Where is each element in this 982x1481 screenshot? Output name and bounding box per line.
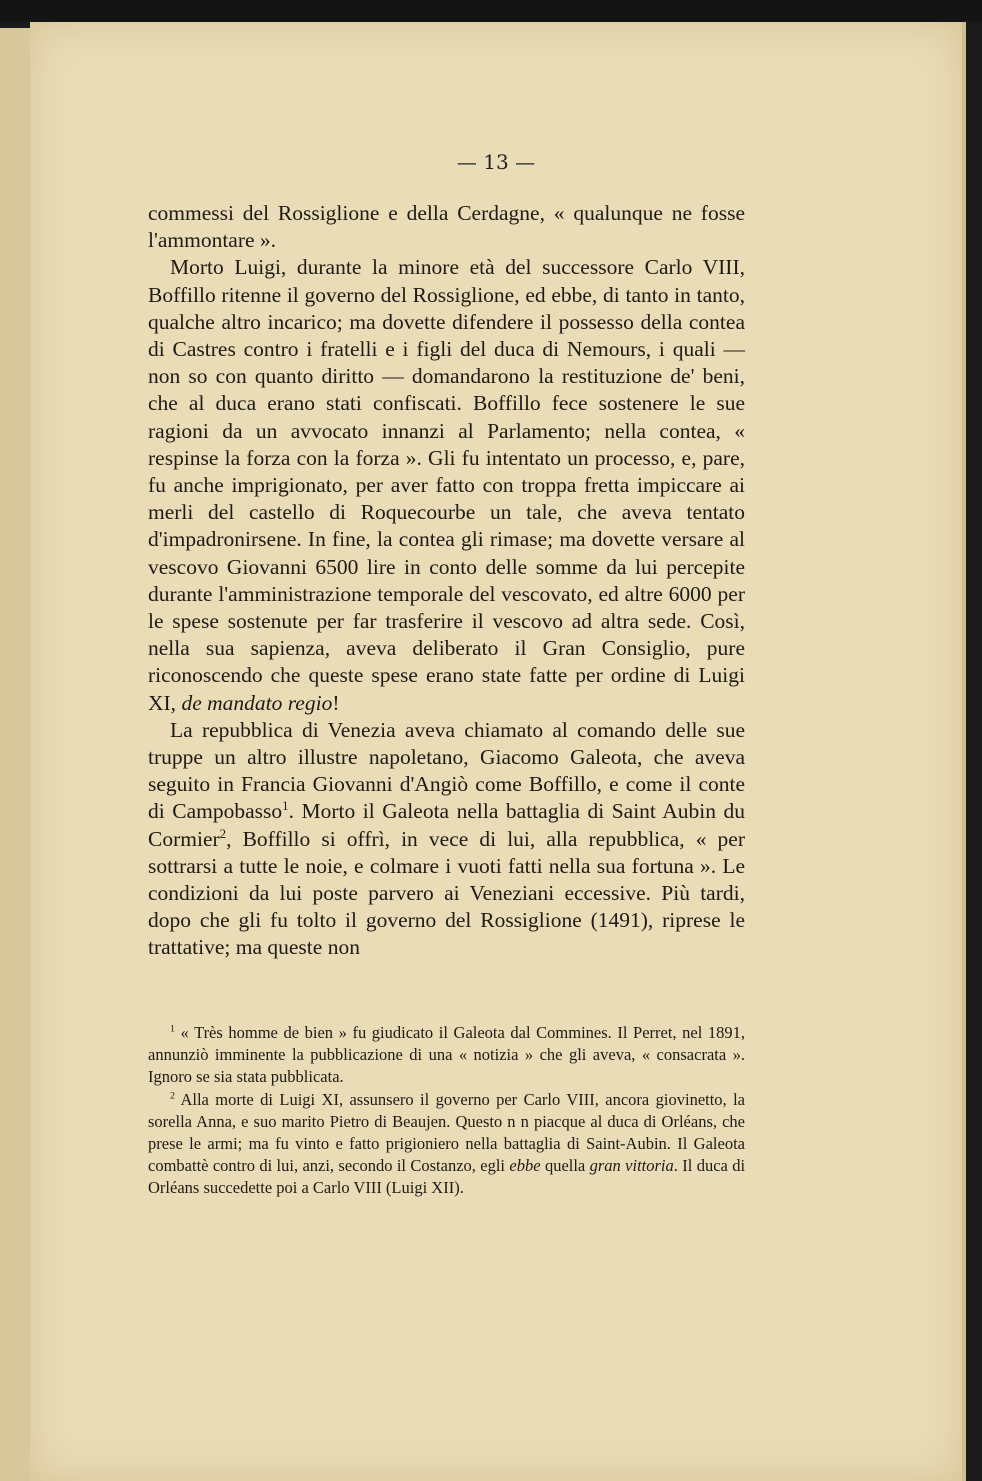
footnote-2-text-c: . Il duca di Orléans succedette poi a Carlo VIII (Luigi XII). [148, 1156, 746, 1198]
footnote-1-text: « Très homme de bien » fu giudicato il Galeota dal Commines. Il Perret, nel 1891, annunziò imminente la pubblicazione di una « notizia » che gli aveva, « consacrata ». Ignoro se sia stata pubblicata. [148, 1023, 746, 1087]
paragraph-3-text-a: La repubblica di Venezia aveva chiamato al comando delle sue truppe un altro illustre napoletano, Giacomo Galeota, che aveva seguito in Francia Giovanni d'Angiò come Boffillo, e come il conte di Campobasso [148, 717, 745, 824]
facing-page-edge [0, 28, 33, 1481]
paragraph-2-text: Morto Luigi, durante la minore età del successore Carlo VIII, Boffillo ritenne il governo del Rossiglione, ed ebbe, di tanto in tanto, qualche altro incarico; ma dovette difendere il possesso della contea di Castres contro i fratelli e i figli del duca di Nemours, i quali — non so con quanto diritto — domandarono la restituzione de' beni, che al duca erano stati confiscati. Boffillo fece sostenere le sue ragioni da un avvocato innanzi al Parlamento; nella contea, « respinse la forza con la forza ». Gli fu intentato un processo, e, pare, fu anche imprigionato, per aver fatto con troppa fretta impiccare ai merli del castello di Roquecourbe un tale, che aveva tentato d'impadronirsene. In fine, la contea gli rimase; ma dovette versare al vescovo Giovanni 6500 lire in conto delle somme da lui percepite durante l'amministrazione temporale del vescovato, ed altre 6000 per le spese sostenute per far trasferire il vescovo ad altra sede. Così, nella sua sapienza, aveva deliberato il Gran Consiglio, pure riconoscendo che queste spese erano state fatte per ordine di Luigi XI, [148, 255, 745, 715]
footnote-ref-1: 1 [282, 799, 289, 814]
paragraph-3 [148, 717, 745, 962]
page-number: — 13 — [456, 150, 536, 174]
footnote-2-text-b: quella [544, 1156, 586, 1176]
footnote-2-text-a: Alla morte di Luigi XI, assunsero il governo per Carlo VIII, ancora giovinetto, la sorella Anna, e suo marito Pietro di Beaujen. Questo n n piacque al duca di Orléans, che prese le armi; ma fu vinto e fatto prigioniero nella battaglia di Saint-Aubin. Il Galeota combattè contro di lui, anzi, secondo il Costanzo, egli [148, 1089, 745, 1176]
paragraph-2-italic: de mandato regio [181, 690, 333, 715]
paragraph-3-text-c: , Boffillo si offrì, in vece di lui, alla repubblica, « per sottrarsi a tutte le noie, e colmare i vuoti fatti nella sua fortuna ». Le condizioni da lui poste parvero ai Veneziani eccessive. Più tardi, dopo che gli fu tolto il governo del Rossiglione (1491), riprese le trattative; ma queste non [148, 826, 745, 960]
book-page [30, 22, 966, 1481]
main-text [148, 200, 745, 962]
paragraph-2 [148, 254, 745, 716]
footnote-2-mark: 2 [170, 1090, 175, 1102]
footnote-ref-2: 2 [219, 826, 227, 841]
paragraph-2-end: ! [332, 690, 340, 715]
footnote-2-italic-1: ebbe [509, 1156, 541, 1176]
footnotes [148, 1022, 745, 1200]
footnote-1-mark: 1 [170, 1023, 175, 1035]
footnote-1 [148, 1022, 745, 1089]
paragraph-3-text-b: . Morto il Galeota nella battaglia di Saint Aubin du Cormier [148, 799, 746, 851]
footnote-2-italic-2: gran vittoria [589, 1156, 674, 1176]
footnote-2 [148, 1089, 745, 1200]
scan-top-border [0, 0, 982, 22]
paragraph-1: commessi del Rossiglione e della Cerdagne, « qualunque ne fosse l'ammontare ». [148, 201, 745, 253]
